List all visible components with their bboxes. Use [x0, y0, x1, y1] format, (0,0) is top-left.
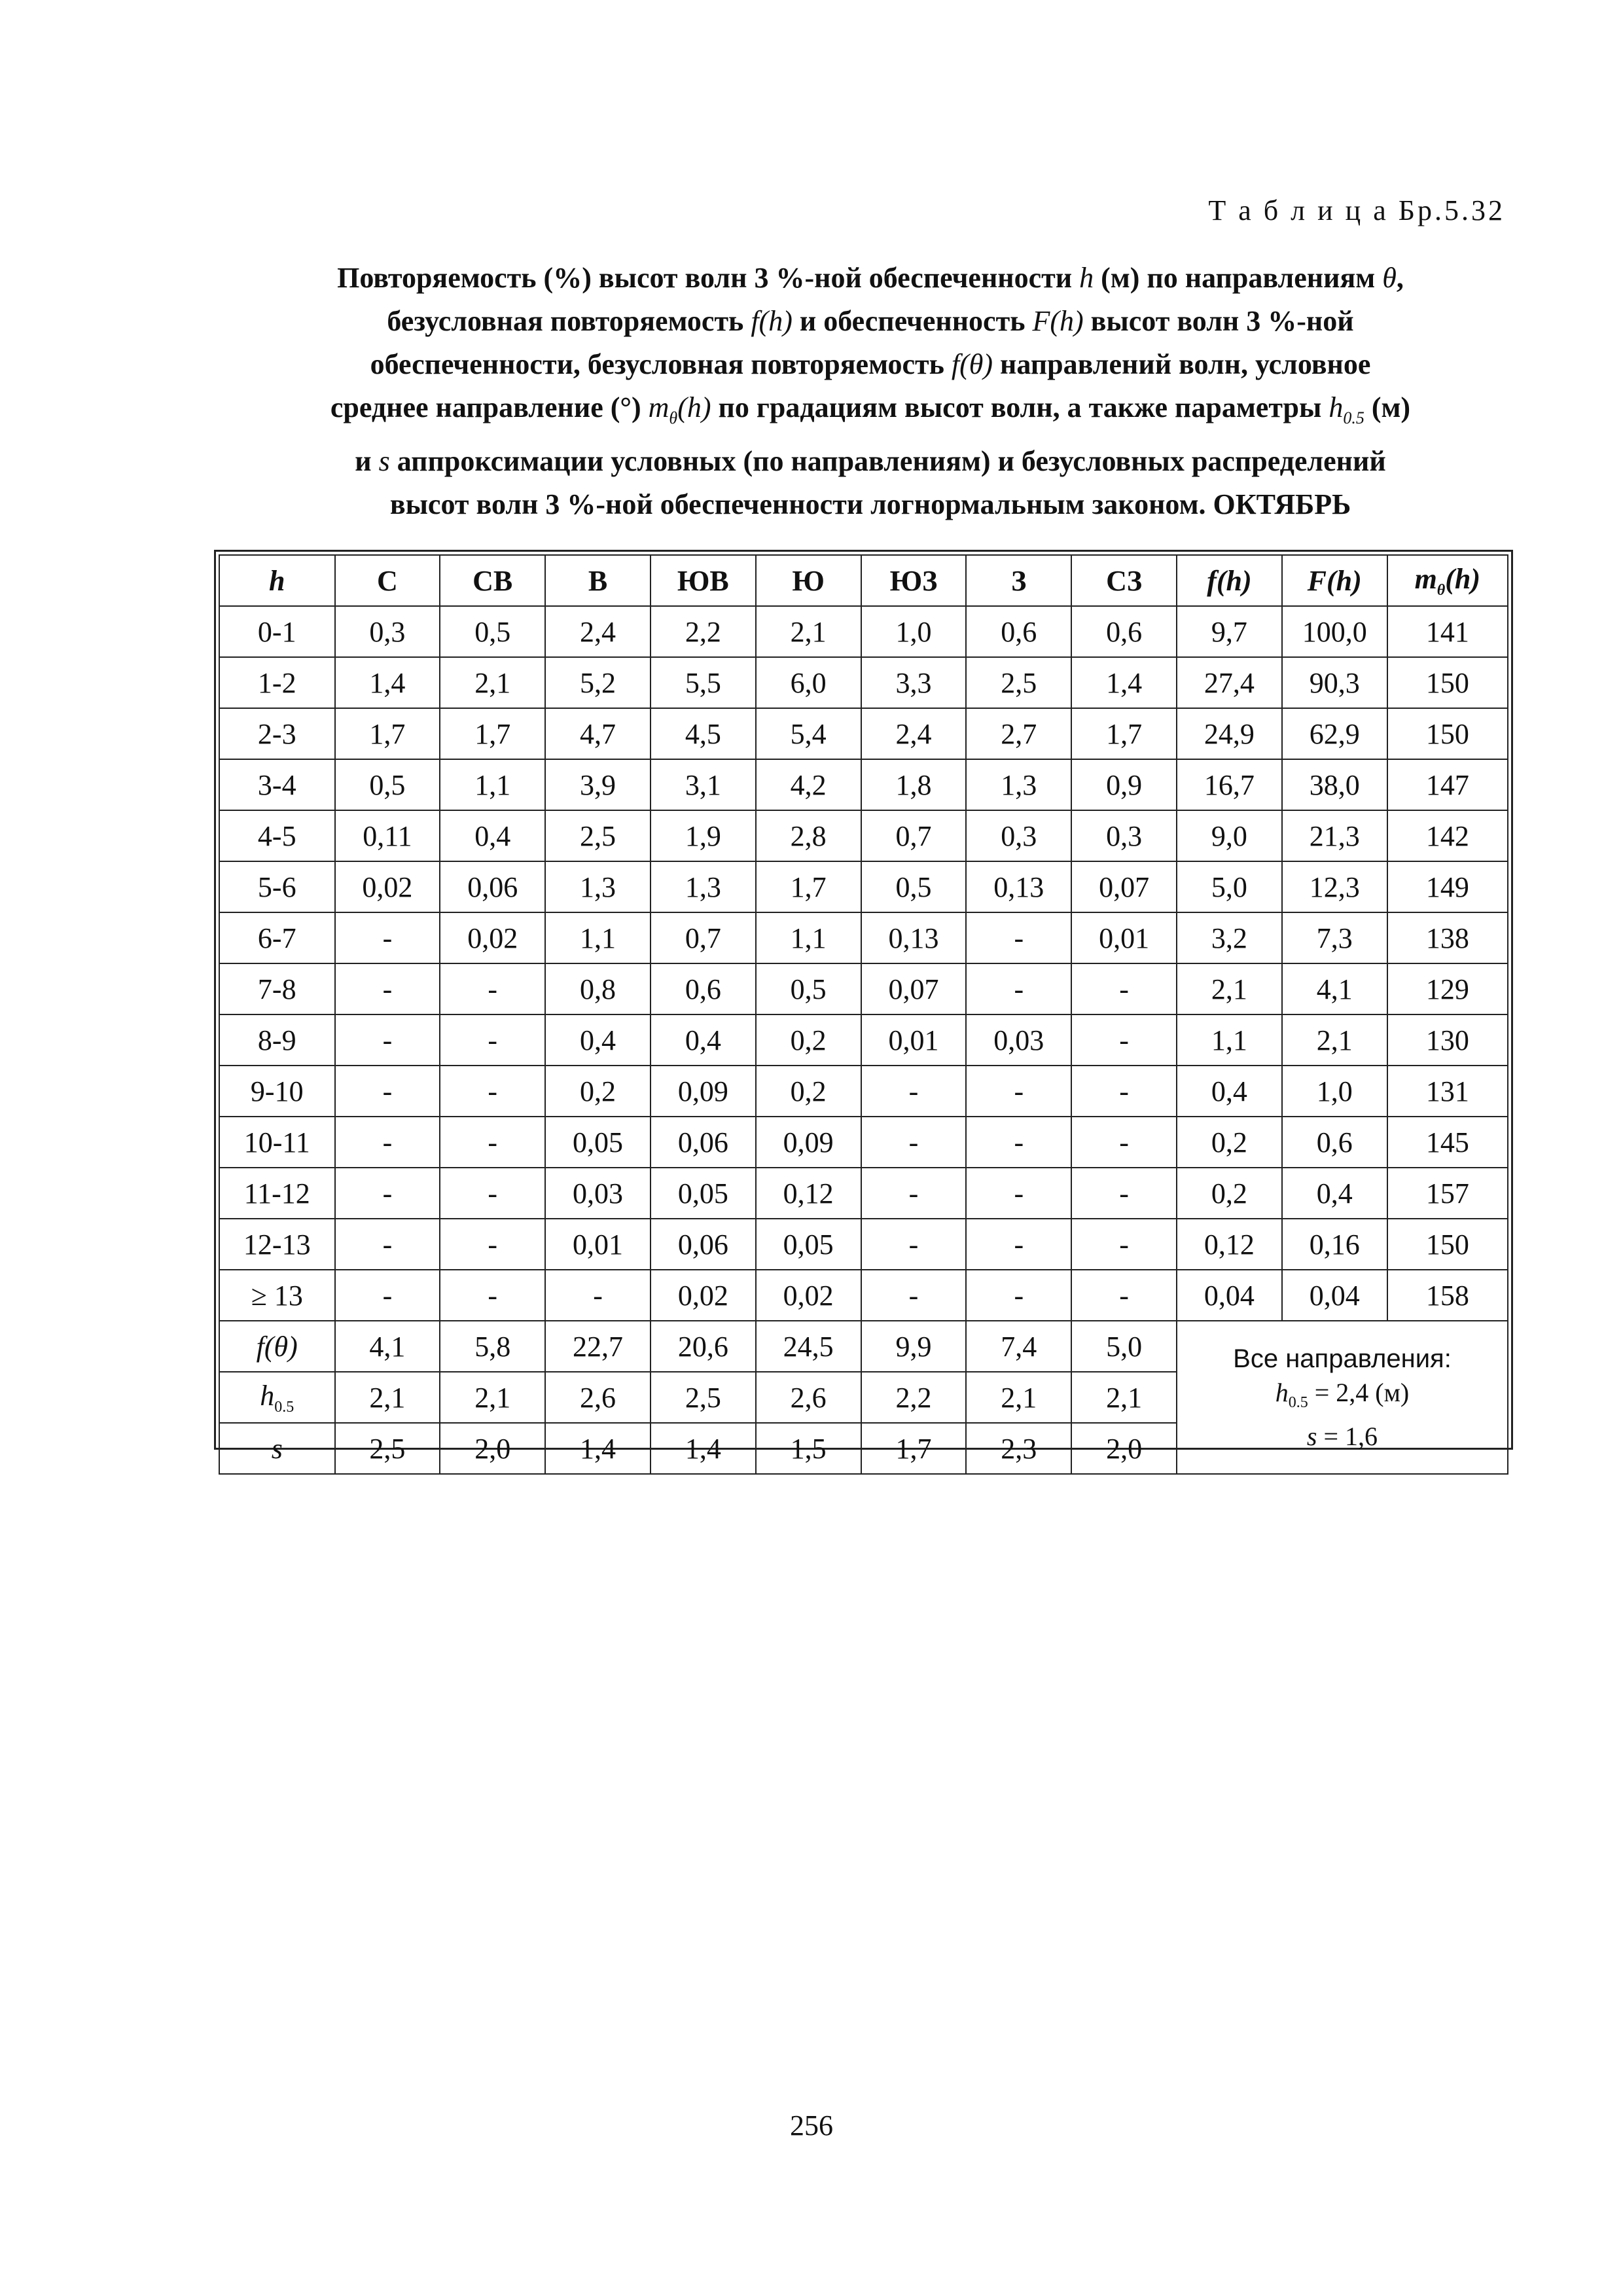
s-cell: 2,0 [1071, 1423, 1177, 1474]
table-cell: 9,7 [1177, 606, 1282, 657]
table-cell: 0,05 [545, 1117, 651, 1168]
ftheta-cell: 4,1 [335, 1321, 440, 1372]
table-cell: - [335, 1219, 440, 1270]
height-gradation-cell: 9-10 [219, 1066, 335, 1117]
h05-cell: 2,1 [966, 1372, 1071, 1423]
ftheta-cell: 5,0 [1071, 1321, 1177, 1372]
table-cell: 131 [1387, 1066, 1508, 1117]
height-gradation-cell: 5-6 [219, 861, 335, 912]
table-cell: 1,0 [1282, 1066, 1387, 1117]
table-cell: 2,1 [1282, 1014, 1387, 1066]
wave-height-table [219, 554, 1508, 1475]
h05-cell: 2,1 [1071, 1372, 1177, 1423]
header-mtheta: $m_\theta(h)$ [1387, 555, 1508, 606]
table-cell: 0,7 [651, 912, 756, 963]
table-cell: 1,1 [756, 912, 861, 963]
table-cell: - [861, 1270, 967, 1321]
table-row [219, 1270, 1508, 1321]
page-number: 256 [790, 2109, 833, 2142]
height-gradation-cell: 4-5 [219, 810, 335, 861]
table-cell: - [1071, 1117, 1177, 1168]
table-cell: 2,1 [756, 606, 861, 657]
table-cell: 149 [1387, 861, 1508, 912]
header-row [219, 555, 1508, 606]
table-cell: - [966, 912, 1071, 963]
table-cell: - [1071, 963, 1177, 1014]
table-cell: 1,8 [861, 759, 967, 810]
table-cell: 1,1 [545, 912, 651, 963]
table-cell: 3,1 [651, 759, 756, 810]
table-cell: 38,0 [1282, 759, 1387, 810]
table-cell: - [966, 1117, 1071, 1168]
table-cell: - [335, 1117, 440, 1168]
table-cell: - [335, 1066, 440, 1117]
table-row [219, 1066, 1508, 1117]
table-cell: - [440, 1014, 545, 1066]
table-cell: 0,5 [861, 861, 967, 912]
table-cell: 129 [1387, 963, 1508, 1014]
table-cell: 0,05 [651, 1168, 756, 1219]
table-row [219, 1168, 1508, 1219]
s-cell: 1,4 [545, 1423, 651, 1474]
header-dir: СЗ [1071, 555, 1177, 606]
table-cell: 5,2 [545, 657, 651, 708]
table-cell: - [1071, 1168, 1177, 1219]
table-cell: 0,8 [545, 963, 651, 1014]
table-cell: - [545, 1270, 651, 1321]
height-gradation-cell: 11-12 [219, 1168, 335, 1219]
header-dir: В [545, 555, 651, 606]
header-dir: ЮЗ [861, 555, 967, 606]
ftheta-cell: 24,5 [756, 1321, 861, 1372]
summary-heading: Все направления: [1233, 1344, 1452, 1373]
table-cell: 2,4 [545, 606, 651, 657]
table-cell: 0,4 [1177, 1066, 1282, 1117]
table-cell: 0,4 [651, 1014, 756, 1066]
table-cell: 0,2 [1177, 1117, 1282, 1168]
table-row [219, 1117, 1508, 1168]
table-frame [214, 550, 1513, 1465]
table-cell: - [966, 1066, 1071, 1117]
table-cell: 142 [1387, 810, 1508, 861]
table-cell: 0,11 [335, 810, 440, 861]
height-gradation-cell: 8-9 [219, 1014, 335, 1066]
table-cell: 0,03 [545, 1168, 651, 1219]
table-cell: 0,6 [966, 606, 1071, 657]
table-title [223, 257, 1518, 526]
table-cell: 100,0 [1282, 606, 1387, 657]
table-cell: 0,06 [651, 1117, 756, 1168]
table-cell: 0,04 [1282, 1270, 1387, 1321]
ftheta-row [219, 1321, 1508, 1372]
table-cell: 0,4 [1282, 1168, 1387, 1219]
header-dir: С [335, 555, 440, 606]
h05-cell: 2,1 [440, 1372, 545, 1423]
table-row [219, 1014, 1508, 1066]
table-cell: - [1071, 1014, 1177, 1066]
s-cell: 1,4 [651, 1423, 756, 1474]
table-cell: 0,3 [335, 606, 440, 657]
table-cell: 0,05 [756, 1219, 861, 1270]
table-cell: 0,16 [1282, 1219, 1387, 1270]
table-cell: 0,5 [756, 963, 861, 1014]
title-line-5: и s аппроксимации условных (по направлениям) и безусловных распределений [355, 444, 1386, 477]
table-cell: - [966, 963, 1071, 1014]
table-row [219, 1219, 1508, 1270]
h05-cell: 2,1 [335, 1372, 440, 1423]
height-gradation-cell: 12-13 [219, 1219, 335, 1270]
header-Fh: F(h) [1282, 555, 1387, 606]
table-cell: 0,02 [756, 1270, 861, 1321]
table-cell: - [335, 1168, 440, 1219]
table-cell: 0,3 [1071, 810, 1177, 861]
ftheta-cell: 20,6 [651, 1321, 756, 1372]
s-cell: 1,5 [756, 1423, 861, 1474]
table-cell: 0,5 [335, 759, 440, 810]
table-cell: 0,07 [861, 963, 967, 1014]
table-cell: 0,6 [1071, 606, 1177, 657]
table-cell: - [861, 1066, 967, 1117]
table-label: Т а б л и ц а Бр.5.32 [1208, 194, 1505, 226]
table-cell: - [335, 1014, 440, 1066]
table-cell: 0,01 [545, 1219, 651, 1270]
table-cell: 4,5 [651, 708, 756, 759]
table-cell: 0,5 [440, 606, 545, 657]
h05-cell: 2,2 [861, 1372, 967, 1423]
table-cell: 1,7 [1071, 708, 1177, 759]
table-cell: 0,09 [756, 1117, 861, 1168]
height-gradation-cell: 10-11 [219, 1117, 335, 1168]
table-row [219, 606, 1508, 657]
table-cell: 130 [1387, 1014, 1508, 1066]
table-cell: - [861, 1219, 967, 1270]
table-cell: - [861, 1168, 967, 1219]
table-cell: 2,4 [861, 708, 967, 759]
header-dir: СВ [440, 555, 545, 606]
table-cell: 1,9 [651, 810, 756, 861]
table-cell: - [1071, 1219, 1177, 1270]
table-cell: 4,1 [1282, 963, 1387, 1014]
title-line-3: обеспеченности, безусловная повторяемость f(θ) направлений волн, условное [370, 348, 1371, 380]
title-line-2: безусловная повторяемость f(h) и обеспеченность F(h) высот волн 3 %-ной [387, 305, 1354, 337]
s-cell: 2,3 [966, 1423, 1071, 1474]
header-fh: f(h) [1177, 555, 1282, 606]
table-cell: - [966, 1168, 1071, 1219]
table-cell: 0,4 [545, 1014, 651, 1066]
table-cell: - [440, 963, 545, 1014]
table-body [219, 606, 1508, 1321]
table-cell: 1,7 [335, 708, 440, 759]
table-cell: 3,2 [1177, 912, 1282, 963]
table-cell: - [440, 1117, 545, 1168]
h05-cell: 2,6 [756, 1372, 861, 1423]
table-cell: 0,9 [1071, 759, 1177, 810]
table-cell: 1,7 [440, 708, 545, 759]
table-cell: 0,2 [756, 1066, 861, 1117]
title-line-6: высот волн 3 %-ной обеспеченности логнормальным законом. ОКТЯБРЬ [389, 488, 1351, 520]
h05-label: $h_{0.5}$ [219, 1372, 335, 1423]
height-gradation-cell: 6-7 [219, 912, 335, 963]
height-gradation-cell: 3-4 [219, 759, 335, 810]
table-cell: 0,02 [335, 861, 440, 912]
table-cell: 0,04 [1177, 1270, 1282, 1321]
table-cell: 0,03 [966, 1014, 1071, 1066]
ftheta-cell: 7,4 [966, 1321, 1071, 1372]
table-cell: 2,1 [1177, 963, 1282, 1014]
header-dir: З [966, 555, 1071, 606]
table-cell: 2,7 [966, 708, 1071, 759]
table-cell: 5,4 [756, 708, 861, 759]
s-cell: 2,5 [335, 1423, 440, 1474]
table-row [219, 912, 1508, 963]
table-cell: 24,9 [1177, 708, 1282, 759]
table-cell: - [966, 1270, 1071, 1321]
table-cell: - [440, 1168, 545, 1219]
table-cell: 0,4 [440, 810, 545, 861]
table-cell: - [335, 1270, 440, 1321]
table-cell: 1,0 [861, 606, 967, 657]
h05-cell: 2,5 [651, 1372, 756, 1423]
ftheta-label: f(θ) [219, 1321, 335, 1372]
table-cell: 21,3 [1282, 810, 1387, 861]
table-cell: 0,12 [1177, 1219, 1282, 1270]
table-cell: - [966, 1219, 1071, 1270]
table-cell: 16,7 [1177, 759, 1282, 810]
table-cell: 3,9 [545, 759, 651, 810]
table-cell: 1,3 [651, 861, 756, 912]
table-cell: 0,02 [651, 1270, 756, 1321]
table-cell: - [1071, 1066, 1177, 1117]
s-label: s [219, 1423, 335, 1474]
table-row [219, 861, 1508, 912]
table-cell: - [335, 963, 440, 1014]
table-cell: 0,2 [1177, 1168, 1282, 1219]
table-cell: 141 [1387, 606, 1508, 657]
table-cell: 0,13 [861, 912, 967, 963]
summary-h05: $h_{0.5} = 2,4$ (м) [1275, 1377, 1410, 1411]
table-cell: 0,12 [756, 1168, 861, 1219]
table-cell: 7,3 [1282, 912, 1387, 963]
table-cell: 3,3 [861, 657, 967, 708]
height-gradation-cell: 7-8 [219, 963, 335, 1014]
table-cell: 27,4 [1177, 657, 1282, 708]
height-gradation-cell: 2-3 [219, 708, 335, 759]
table-cell: 145 [1387, 1117, 1508, 1168]
header-dir: ЮВ [651, 555, 756, 606]
table-cell: - [440, 1270, 545, 1321]
table-cell: 2,5 [545, 810, 651, 861]
table-cell: 2,5 [966, 657, 1071, 708]
table-cell: 1,3 [545, 861, 651, 912]
table-cell: 0,6 [651, 963, 756, 1014]
table-cell: 150 [1387, 1219, 1508, 1270]
table-cell: 62,9 [1282, 708, 1387, 759]
table-cell: 12,3 [1282, 861, 1387, 912]
table-cell: 0,01 [1071, 912, 1177, 963]
title-line-4: среднее направление (°) $m_\theta(h)$ по градациям высот волн, а также параметры $h_{0.5}$ (м) [330, 391, 1411, 427]
header-dir: Ю [756, 555, 861, 606]
h05-cell: 2,6 [545, 1372, 651, 1423]
table-cell: - [335, 912, 440, 963]
table-cell: 4,7 [545, 708, 651, 759]
header-h: h [219, 555, 335, 606]
s-cell: 1,7 [861, 1423, 967, 1474]
table-cell: 158 [1387, 1270, 1508, 1321]
table-cell: 4,2 [756, 759, 861, 810]
table-cell: 0,06 [440, 861, 545, 912]
table-cell: 0,07 [1071, 861, 1177, 912]
table-row [219, 657, 1508, 708]
all-directions-summary [1177, 1321, 1508, 1474]
table-cell: 0,02 [440, 912, 545, 963]
table-cell: 1,3 [966, 759, 1071, 810]
table-cell: 2,2 [651, 606, 756, 657]
table-row [219, 963, 1508, 1014]
table-cell: 0,01 [861, 1014, 967, 1066]
height-gradation-cell: ≥ 13 [219, 1270, 335, 1321]
table-cell: 0,2 [545, 1066, 651, 1117]
table-cell: 1,4 [335, 657, 440, 708]
table-cell: 1,4 [1071, 657, 1177, 708]
title-line-1: Повторяемость (%) высот волн 3 %-ной обеспеченности h (м) по направлениям θ, [337, 262, 1404, 294]
table-cell: 0,3 [966, 810, 1071, 861]
height-gradation-cell: 0-1 [219, 606, 335, 657]
table-cell: 1,1 [440, 759, 545, 810]
table-row [219, 810, 1508, 861]
ftheta-cell: 22,7 [545, 1321, 651, 1372]
table-cell: 0,2 [756, 1014, 861, 1066]
table-cell: 1,7 [756, 861, 861, 912]
ftheta-cell: 5,8 [440, 1321, 545, 1372]
table-cell: - [440, 1219, 545, 1270]
table-cell: 157 [1387, 1168, 1508, 1219]
table-cell: 9,0 [1177, 810, 1282, 861]
table-cell: 2,8 [756, 810, 861, 861]
table-cell: 138 [1387, 912, 1508, 963]
table-cell: 1,1 [1177, 1014, 1282, 1066]
table-cell: - [440, 1066, 545, 1117]
height-gradation-cell: 1-2 [219, 657, 335, 708]
table-row [219, 759, 1508, 810]
table-cell: 150 [1387, 657, 1508, 708]
table-cell: 0,06 [651, 1219, 756, 1270]
table-cell: 5,0 [1177, 861, 1282, 912]
table-cell: 5,5 [651, 657, 756, 708]
table-cell: 2,1 [440, 657, 545, 708]
table-cell: 0,6 [1282, 1117, 1387, 1168]
table-cell: 6,0 [756, 657, 861, 708]
table-cell: 0,13 [966, 861, 1071, 912]
table-cell: 147 [1387, 759, 1508, 810]
s-cell: 2,0 [440, 1423, 545, 1474]
summary-s: s = 1,6 [1306, 1421, 1378, 1451]
table-cell: 0,09 [651, 1066, 756, 1117]
table-row [219, 708, 1508, 759]
table-cell: 0,7 [861, 810, 967, 861]
ftheta-cell: 9,9 [861, 1321, 967, 1372]
table-cell: - [861, 1117, 967, 1168]
table-cell: 150 [1387, 708, 1508, 759]
table-cell: - [1071, 1270, 1177, 1321]
table-cell: 90,3 [1282, 657, 1387, 708]
